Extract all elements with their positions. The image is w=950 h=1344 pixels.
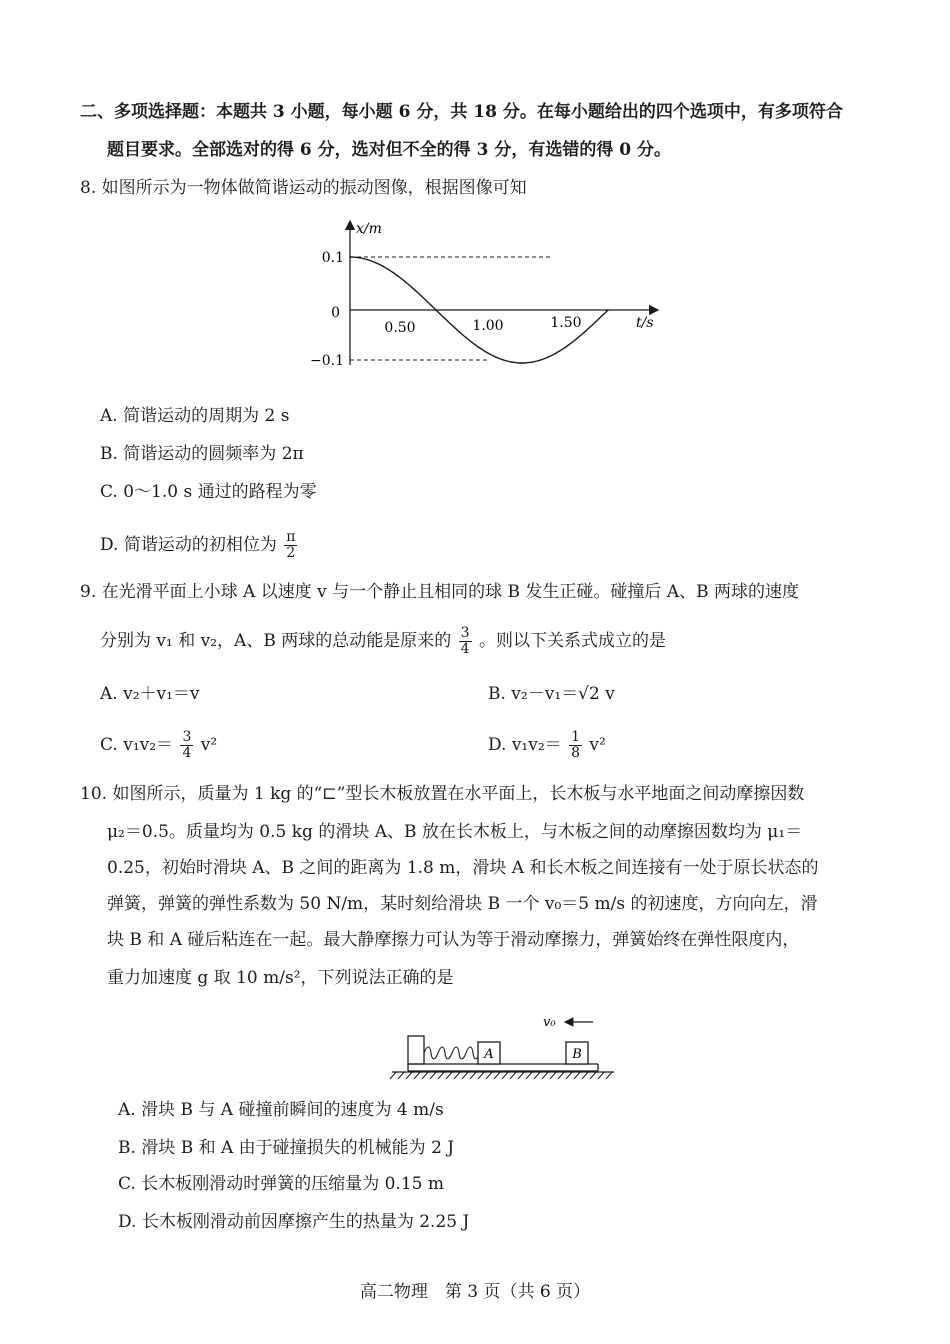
hatch-line: [582, 1072, 588, 1079]
data-point: [607, 309, 609, 311]
fraction-denominator: 4: [182, 745, 192, 761]
hatch-line: [590, 1072, 596, 1079]
hatch-line: [422, 1072, 428, 1079]
q9-option-a: A. v₂＋v₁＝v: [100, 684, 200, 704]
block-b-label: B: [572, 1047, 582, 1062]
q9-stem-line-1: 9. 在光滑平面上小球 A 以速度 v 与一个静止且相同的球 B 发生正碰。碰撞后 A、B 两球的速度: [80, 582, 799, 602]
section-title-line-2: 题目要求。全部选对的得 6 分，选对但不全的得 3 分，有选错的得 0 分。: [107, 140, 671, 160]
x-tick-1-00: 1.00: [472, 318, 504, 334]
q10-option-a: A. 滑块 B 与 A 碰撞前瞬间的速度为 4 m/s: [118, 1100, 444, 1120]
hatch-line: [558, 1072, 564, 1079]
q8-option-b: B. 简谐运动的圆频率为 2π: [100, 444, 304, 464]
hatch-line: [598, 1072, 604, 1079]
fraction-denominator: 2: [286, 545, 296, 561]
hatch-line: [398, 1072, 404, 1079]
y-tick-bottom: −0.1: [310, 353, 344, 369]
q9-stem-prefix: 分别为 v₁ 和 v₂，A、B 两球的总动能是原来的: [100, 631, 452, 651]
fraction-1-over-8: [569, 730, 582, 761]
x-axis-label: t/s: [636, 315, 654, 331]
data-point: [392, 272, 394, 274]
data-point: [435, 309, 437, 311]
hatch-line: [574, 1072, 580, 1079]
hatch-line: [446, 1072, 452, 1079]
x-tick-1-50: 1.50: [550, 315, 582, 331]
q9-option-c: [100, 730, 217, 761]
hatch-line: [606, 1072, 612, 1079]
fraction-numerator: π: [286, 529, 296, 545]
fraction-numerator: 3: [460, 625, 470, 641]
y-tick-top: 0.1: [321, 250, 344, 266]
q8-option-a: A. 简谐运动的周期为 2 s: [100, 406, 290, 426]
y-tick-zero: 0: [331, 305, 340, 321]
hatch-line: [534, 1072, 540, 1079]
hatch-line: [390, 1072, 396, 1079]
fraction-denominator: 8: [571, 745, 580, 761]
q8-option-d-text: D. 简谐运动的初相位为: [100, 535, 277, 555]
fraction-pi-over-2: [284, 530, 297, 561]
q10-stem-line-5: 块 B 和 A 碰后粘连在一起。最大静摩擦力可认为等于滑动摩擦力，弹簧始终在弹性限度内，: [107, 930, 800, 950]
q10-option-c: C. 长木板刚滑动时弹簧的压缩量为 0.15 m: [118, 1174, 444, 1194]
board-end-wall: [408, 1036, 424, 1064]
v0-label: v₀: [543, 1015, 556, 1030]
q9-stem-line-2: [100, 626, 666, 657]
q10-stem-line-4: 弹簧，弹簧的弹性系数为 50 N/m，某时刻给滑块 B 一个 v₀＝5 m/s 的初速度，方向向左，滑: [107, 894, 818, 914]
x-tick-0-50: 0.50: [384, 320, 416, 336]
hatch-line: [502, 1072, 508, 1079]
q10-stem-line-6: 重力加速度 g 取 10 m/s²，下列说法正确的是: [107, 968, 454, 988]
block-a-label: A: [484, 1047, 494, 1062]
hatch-line: [478, 1072, 484, 1079]
hatch-line: [414, 1072, 420, 1079]
data-point: [349, 256, 351, 258]
hatch-line: [518, 1072, 524, 1079]
q9-option-b: B. v₂－v₁＝√2 v: [488, 684, 615, 704]
q9-option-c-suffix: v²: [200, 735, 218, 755]
q10-stem-line-3: 0.25，初始时滑块 A、B 之间的距离为 1.8 m，滑块 A 和长木板之间连接有一处于原长状态的: [107, 858, 819, 878]
q9-stem-suffix: 。则以下关系式成立的是: [478, 631, 666, 651]
q9-option-c-prefix: C. v₁v₂＝: [100, 735, 174, 755]
hatch-line: [542, 1072, 548, 1079]
q8-option-c: C. 0～1.0 s 通过的路程为零: [100, 482, 317, 502]
q9-option-d: [488, 730, 606, 761]
q10-stem-line-2: μ₂＝0.5。质量均为 0.5 kg 的滑块 A、B 放在长木板上，与木板之间的动摩擦因数均为 μ₁＝: [107, 822, 803, 842]
fraction-numerator: 3: [182, 729, 192, 745]
q9-option-d-suffix: v²: [589, 735, 606, 755]
section-title-line-1: 二、多项选择题：本题共 3 小题，每小题 6 分，共 18 分。在每小题给出的四个选项中，有多项符合: [80, 102, 843, 122]
hatch-line: [494, 1072, 500, 1079]
spring: [424, 1047, 480, 1059]
ground-hatching: [390, 1072, 612, 1079]
fraction-numerator: 1: [571, 729, 580, 745]
q10-board-figure: [388, 1008, 618, 1083]
q8-option-d: [100, 530, 299, 561]
hatch-line: [462, 1072, 468, 1079]
hatch-line: [510, 1072, 516, 1079]
q9-option-d-prefix: D. v₁v₂＝: [488, 735, 562, 755]
q10-stem-line-1: 10. 如图所示，质量为 1 kg 的“⊏”型长木板放置在水平面上，长木板与水平地面之间动摩擦因数: [80, 784, 805, 804]
hatch-line: [454, 1072, 460, 1079]
y-axis-label: x/m: [356, 221, 382, 237]
hatch-line: [430, 1072, 436, 1079]
hatch-line: [406, 1072, 412, 1079]
hatch-line: [550, 1072, 556, 1079]
fraction-3-over-4: [459, 626, 472, 657]
hatch-line: [486, 1072, 492, 1079]
data-point: [564, 347, 566, 349]
data-point: [521, 362, 523, 364]
data-point: [478, 347, 480, 349]
hatch-line: [470, 1072, 476, 1079]
q10-option-d: D. 长木板刚滑动前因摩擦产生的热量为 2.25 J: [118, 1212, 470, 1232]
hatch-line: [566, 1072, 572, 1079]
fraction-denominator: 4: [460, 641, 470, 657]
page-footer: 高二物理 第 3 页（共 6 页）: [359, 1282, 591, 1302]
fraction-3-over-4: [180, 730, 193, 761]
hatch-line: [526, 1072, 532, 1079]
q8-stem: 8. 如图所示为一物体做简谐运动的振动图像，根据图像可知: [80, 178, 527, 198]
hatch-line: [438, 1072, 444, 1079]
q10-option-b: B. 滑块 B 和 A 由于碰撞损失的机械能为 2 J: [118, 1138, 455, 1158]
q8-oscillation-graph: [310, 215, 670, 375]
